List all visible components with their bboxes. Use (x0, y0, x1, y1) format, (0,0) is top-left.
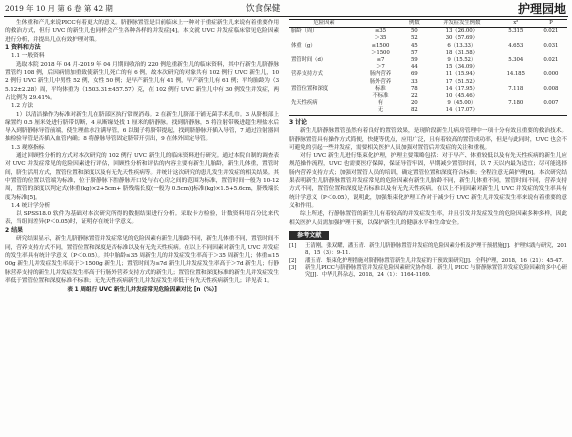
cell-subgroup: 标准 (375, 85, 386, 92)
cell-count: 78 (410, 85, 418, 92)
table-row (289, 43, 567, 50)
table-row (289, 79, 567, 86)
cell-subgroup: ≤7 (376, 57, 385, 64)
cell-count: 33 (410, 78, 418, 85)
cell-count: 45 (410, 42, 418, 49)
cell-complications: 14（17.07） (427, 107, 497, 115)
cell-count: 69 (410, 71, 418, 78)
cell-complications: 14（17.95） (445, 85, 478, 92)
cell-factor: 置管位置和深度 (291, 85, 329, 92)
reference-text: 王清刚，张双耀，潘玉青．新生儿脐静脉置管并发症的危险因素分析及护理干预措施[J]．护理实践与研究，2018，15（3）：9-11． (305, 242, 567, 257)
reference-number: [1] (289, 242, 297, 249)
cell-factor (289, 79, 359, 86)
cell-complications: 30（57.69） (445, 35, 478, 42)
cell-factor: 置管时间（d） (291, 57, 327, 64)
right-column (289, 19, 567, 280)
table-row (289, 93, 567, 100)
cell-p-value: 0.021 (543, 28, 559, 35)
cell-chi2: 7.180 (508, 100, 524, 107)
section-title: 护理园地 (517, 2, 566, 16)
left-column (5, 19, 279, 294)
heading-discussion: 3 讨论 (289, 118, 307, 126)
col-header-count: 例数 (402, 20, 427, 28)
reference-number: [2] (289, 257, 297, 264)
cell-complications: 18（31.58） (445, 49, 478, 56)
header-rule (4, 16, 568, 17)
cell-subgroup: 肠外营养 (369, 78, 391, 85)
cell-factor (289, 50, 359, 57)
cell-chi2 (497, 64, 535, 71)
cell-chi2 (497, 50, 535, 57)
cell-subgroup: 不标准 (372, 93, 389, 100)
heading-observation: 1.3 观察指标 (11, 144, 45, 151)
cell-subgroup: 肠内营养 (369, 71, 391, 78)
page-header (0, 0, 572, 16)
table-row (289, 35, 567, 42)
intro-paragraph: 生休重和产儿来说PICC有着更大的意义。脐静脉置管是目前临床上一种对于重症新生儿来说有着重要作用的救治方式，但行 UVC 的新生儿也同样会产生各种各样的并发症[4]。本文就 UVC 并发症临床常见危险因素进行分析，并提出几点有效护理对策。 (5, 20, 279, 43)
col-header-p: P (535, 20, 567, 28)
table-body (289, 28, 567, 115)
table-row (289, 100, 567, 107)
cell-factor: 营养支持方式 (291, 71, 323, 78)
table-row (289, 50, 567, 57)
cell-chi2: 4.653 (508, 42, 524, 49)
cell-p-value (535, 107, 567, 115)
cell-count: 52 (410, 35, 418, 42)
cell-complications: 17（51.52） (445, 78, 478, 85)
cell-count: 82 (402, 107, 427, 115)
issue-info: 2019 年 10 月 第 6 卷 第 42 期 (5, 4, 113, 13)
cell-chi2 (497, 107, 535, 115)
col-header-sub (359, 20, 402, 28)
cell-subgroup: ＞1500 (371, 49, 390, 56)
cell-chi2: 5.304 (508, 57, 524, 64)
cell-factor: 胎龄（周） (291, 28, 318, 35)
col-header-factor: 危险因素 (289, 20, 359, 28)
table-row (289, 28, 567, 36)
cell-subgroup: 有 (377, 100, 384, 107)
cell-p-value: 0.000 (543, 71, 559, 78)
paragraph-results: 研究结果显示，新生儿脐静脉置管并发症常见的危险因素有新生儿胎龄不同，新生儿体重不同，置管时间不同，营养支持方式不同，置管位置和深度是否标准以及有无先天性疾病。在以上不同因素对新生儿 UVC 并发症的发生率具有统计学意义（P＜0.05）。其中胎龄≤35 周新生儿的并发症发生率高于＞35 周新生儿；体重≤1500g 新生儿并发症发生率高于＞1500g 新生儿；置管时间为≤7d 新生儿并发症发生率高于＞7d 新生儿；行静脉营养支持的新生儿并发症发生率高于行肠外营养支持方式的新生儿；置管位置和深度标准的新生儿并发症发生率低于置管位置和深度标准不标准；无先天性疾病新生儿并发症发生率低于有先天性疾病新生儿；详见表 1。 (5, 236, 279, 284)
cell-complications: 9（45.00） (447, 100, 477, 107)
cell-complications: 9（15.52） (447, 57, 477, 64)
heading-statistics: 1.4 统计学分析 (11, 202, 51, 209)
col-header-chi2: x² (497, 20, 535, 28)
reference-text: 潘玉青．集束化护理措施对脐静脉置管新生儿并发症的干预效果研究[J]．全科护理，2018，16（21）：45-47． (305, 257, 567, 264)
reference-text: 新生儿PICC与脐静脉置管并发症危险因素研究协作组．新生儿 PICC 与脐静脉置管并发症危险因素的多中心研究[J]．中华儿科杂志，2018，24（1）：1164-1169． (305, 265, 567, 279)
paragraph-discussion-3: 综上所述，行静脉置管的新生儿有着较高的并发症发生率，并且引发并发症发生的危险因素多种多样，因此相关医护人员需加强护理干预，以保护新生儿的健康水平和生命安全。 (289, 211, 567, 226)
cell-count: 57 (410, 49, 418, 56)
cell-count: 22 (410, 93, 418, 100)
col-header-complications: 并发症发生例数 (427, 20, 497, 28)
cell-p-value: 0.007 (543, 100, 559, 107)
cell-complications: 15（34.09） (445, 64, 478, 71)
cell-p-value (535, 93, 567, 100)
cell-factor: 体重（g） (291, 42, 316, 49)
cell-complications: 6（13.33） (447, 42, 477, 49)
table-row (289, 71, 567, 78)
heading-general-data: 1.1 一般资料 (11, 53, 45, 60)
paragraph-discussion-1: 新生儿脐静脉置管虽然有着良好的置管效果，是现阶段新生儿病房管理中一项十分有效且重要的救治技术。脐静脉置管具有操作方式简便，快捷等优点，应用广泛，且有着较高的置管成功率，但是与此同时，UVC 也会不可避免的引起一些并发症，需要相关医护人员加强对置管后并发症的关注和重视。 (289, 128, 567, 151)
risk-factor-table (289, 19, 567, 116)
cell-subgroup: ＞7 (376, 64, 385, 71)
cell-factor: 先天性疾病 (291, 100, 318, 107)
cell-complications: 11（15.94） (445, 71, 478, 78)
paragraph-discussion-2: 对行 UVC 新生儿进行集束化护理，护理主要策略包括：对于早产、体重较低以及有先天性疾病的新生儿应规范操作流程，UVC 也需要医疗保障，保证导管牢固，早期减少置管时间，以 7 天以内最为适宜；尽可能选择肠内营养支持方式；加强对置管人员的培训，确定置管位置和深度符合标准；全程注意无菌护理[6]。本次研究结果表明新生儿脐静脉置管并发症常见的危险因素有新生儿胎龄不同，新生儿体重不同，置管时间不同，营养支持方式不同，置管位置和深度是否标准以及有无先天性疾病。在以上不同因素对新生儿 UVC 并发症的发生率具有统计学意义（P＜0.05），说明此，加强集束化护理工作对于减少行 UVC 新生儿并发症发生率来说有着重要的意义和作用。 (289, 153, 567, 209)
cell-p-value: 0.031 (543, 42, 559, 49)
reference-item (289, 265, 567, 280)
cell-chi2 (497, 35, 535, 42)
cell-factor (289, 107, 359, 115)
cell-chi2: 14.185 (506, 71, 525, 78)
reference-item (289, 243, 567, 258)
reference-number: [3] (289, 265, 297, 272)
references-list (289, 243, 567, 280)
cell-p-value (535, 50, 567, 57)
cell-count: 50 (410, 28, 418, 35)
table-caption: 表 1 周组行 UVC 新生儿并发症常见危险因素对比 [n（%）] (67, 287, 217, 294)
cell-p-value: 0.021 (543, 57, 559, 64)
cell-p-value (535, 35, 567, 42)
cell-subgroup: 无 (359, 107, 402, 115)
paragraph-method: 1）以清洁操作为标准对新生儿在脐部区执行常规消毒。2 在新生儿脐部于铺无菌手术孔巾。3 从脐根部上缘置约 0.5 厘米处进行脐带切断，4 从断缘处找 1 厘米的脐静脉。找到脐静脉，5 将注射带吸进超生理盐水后导入到脐静脉导管前端，使生理盐水注满导管，6 以镊子将脐带提起，找到脐静脉开插入导管，7 通过注射器回抽检验导管是否插入血管内确；8 将静脉导管固定脐带开引出，9 在体外固定导管。 (5, 111, 279, 143)
paragraph-observation: 通过回顾性分析的方式对本次研究的 102 例行 UVC 新生儿的临床资料进行研究。通过本院自制的调查表对 UVC 并发症常见的危险因素进行评估，回顾性分析和评估的内容主要有新生儿胎龄，新生儿体重，置管时间，脐生活用方式，置管位置和深度以及有无先天性疾病等。并统计这次研究的患儿发生并发症的相关结果。其中置管的位置以管端为标准，位于脐静脉下腔静脉开口处与右心房之间的范围为标准，置管时间一般为 10-12 周，置管的深度以判定式(体重(kg)×2+5cm+ 脐残端长度(一般为 0.5cm)]标准(kg)×1.5+5.6cm，脐残端长度为标准[5]。 (5, 153, 279, 201)
cell-subgroup: ＞35 (374, 35, 387, 42)
cell-count: 59 (410, 57, 418, 64)
heading-materials-methods: 1 资料和方法 (5, 43, 41, 51)
cell-factor (289, 35, 359, 42)
cell-complications: 13（26.00） (445, 28, 478, 35)
cell-count: 44 (410, 64, 418, 71)
cell-chi2: 7.118 (508, 85, 524, 92)
table-header-row (289, 20, 567, 28)
cell-chi2 (497, 79, 535, 86)
cell-complications: 10（45.46） (445, 93, 478, 100)
journal-name: 饮食保健 (246, 4, 281, 14)
reference-item (289, 258, 567, 265)
cell-chi2 (497, 93, 535, 100)
table-row (289, 57, 567, 64)
heading-results: 2 结果 (5, 226, 23, 234)
cell-subgroup: ≤35 (374, 28, 386, 35)
cell-subgroup: ≤1500 (371, 42, 390, 49)
table-row (289, 86, 567, 93)
heading-method: 1.2 方法 (11, 103, 34, 110)
table-row (289, 107, 567, 115)
paragraph-general-data: 选取本院 2018 年 04 月-2019 年 04 月期间收治的 220 例危重新生儿的临床资料，其中行新生儿脐静脉置管约 108 例，后因病情加重致使新生儿死亡的有 6 例，故本次研究的对象共有 102 例行 UVC 新生儿，102 例行 UVC 新生儿中男性 52 例，女性 50 例；是早产新生儿有 41 例，早产新生儿有 61 例；平均胎龄为（35.12±2.28）周，平均体重为（1503.31±457.57）克，在 102 例行 UVC 新生儿中有 30 例发生并发症，两占比例为 29.41%。 (5, 61, 279, 101)
cell-p-value (535, 64, 567, 71)
cell-p-value: 0.008 (543, 85, 559, 92)
cell-chi2: 5.315 (508, 28, 524, 35)
cell-p-value (535, 79, 567, 86)
paragraph-statistics: 以 SPSS18.0 软件为基础对本次研究所得的数据结果进行分析。采取卡方检验，计数资料用百分比来代表，当组间差异(P＜0.05)时，证明存在统计学意义。 (5, 211, 279, 226)
references-heading: 参考文献 (289, 231, 329, 240)
cell-count: 20 (410, 100, 418, 107)
table-row (289, 64, 567, 71)
